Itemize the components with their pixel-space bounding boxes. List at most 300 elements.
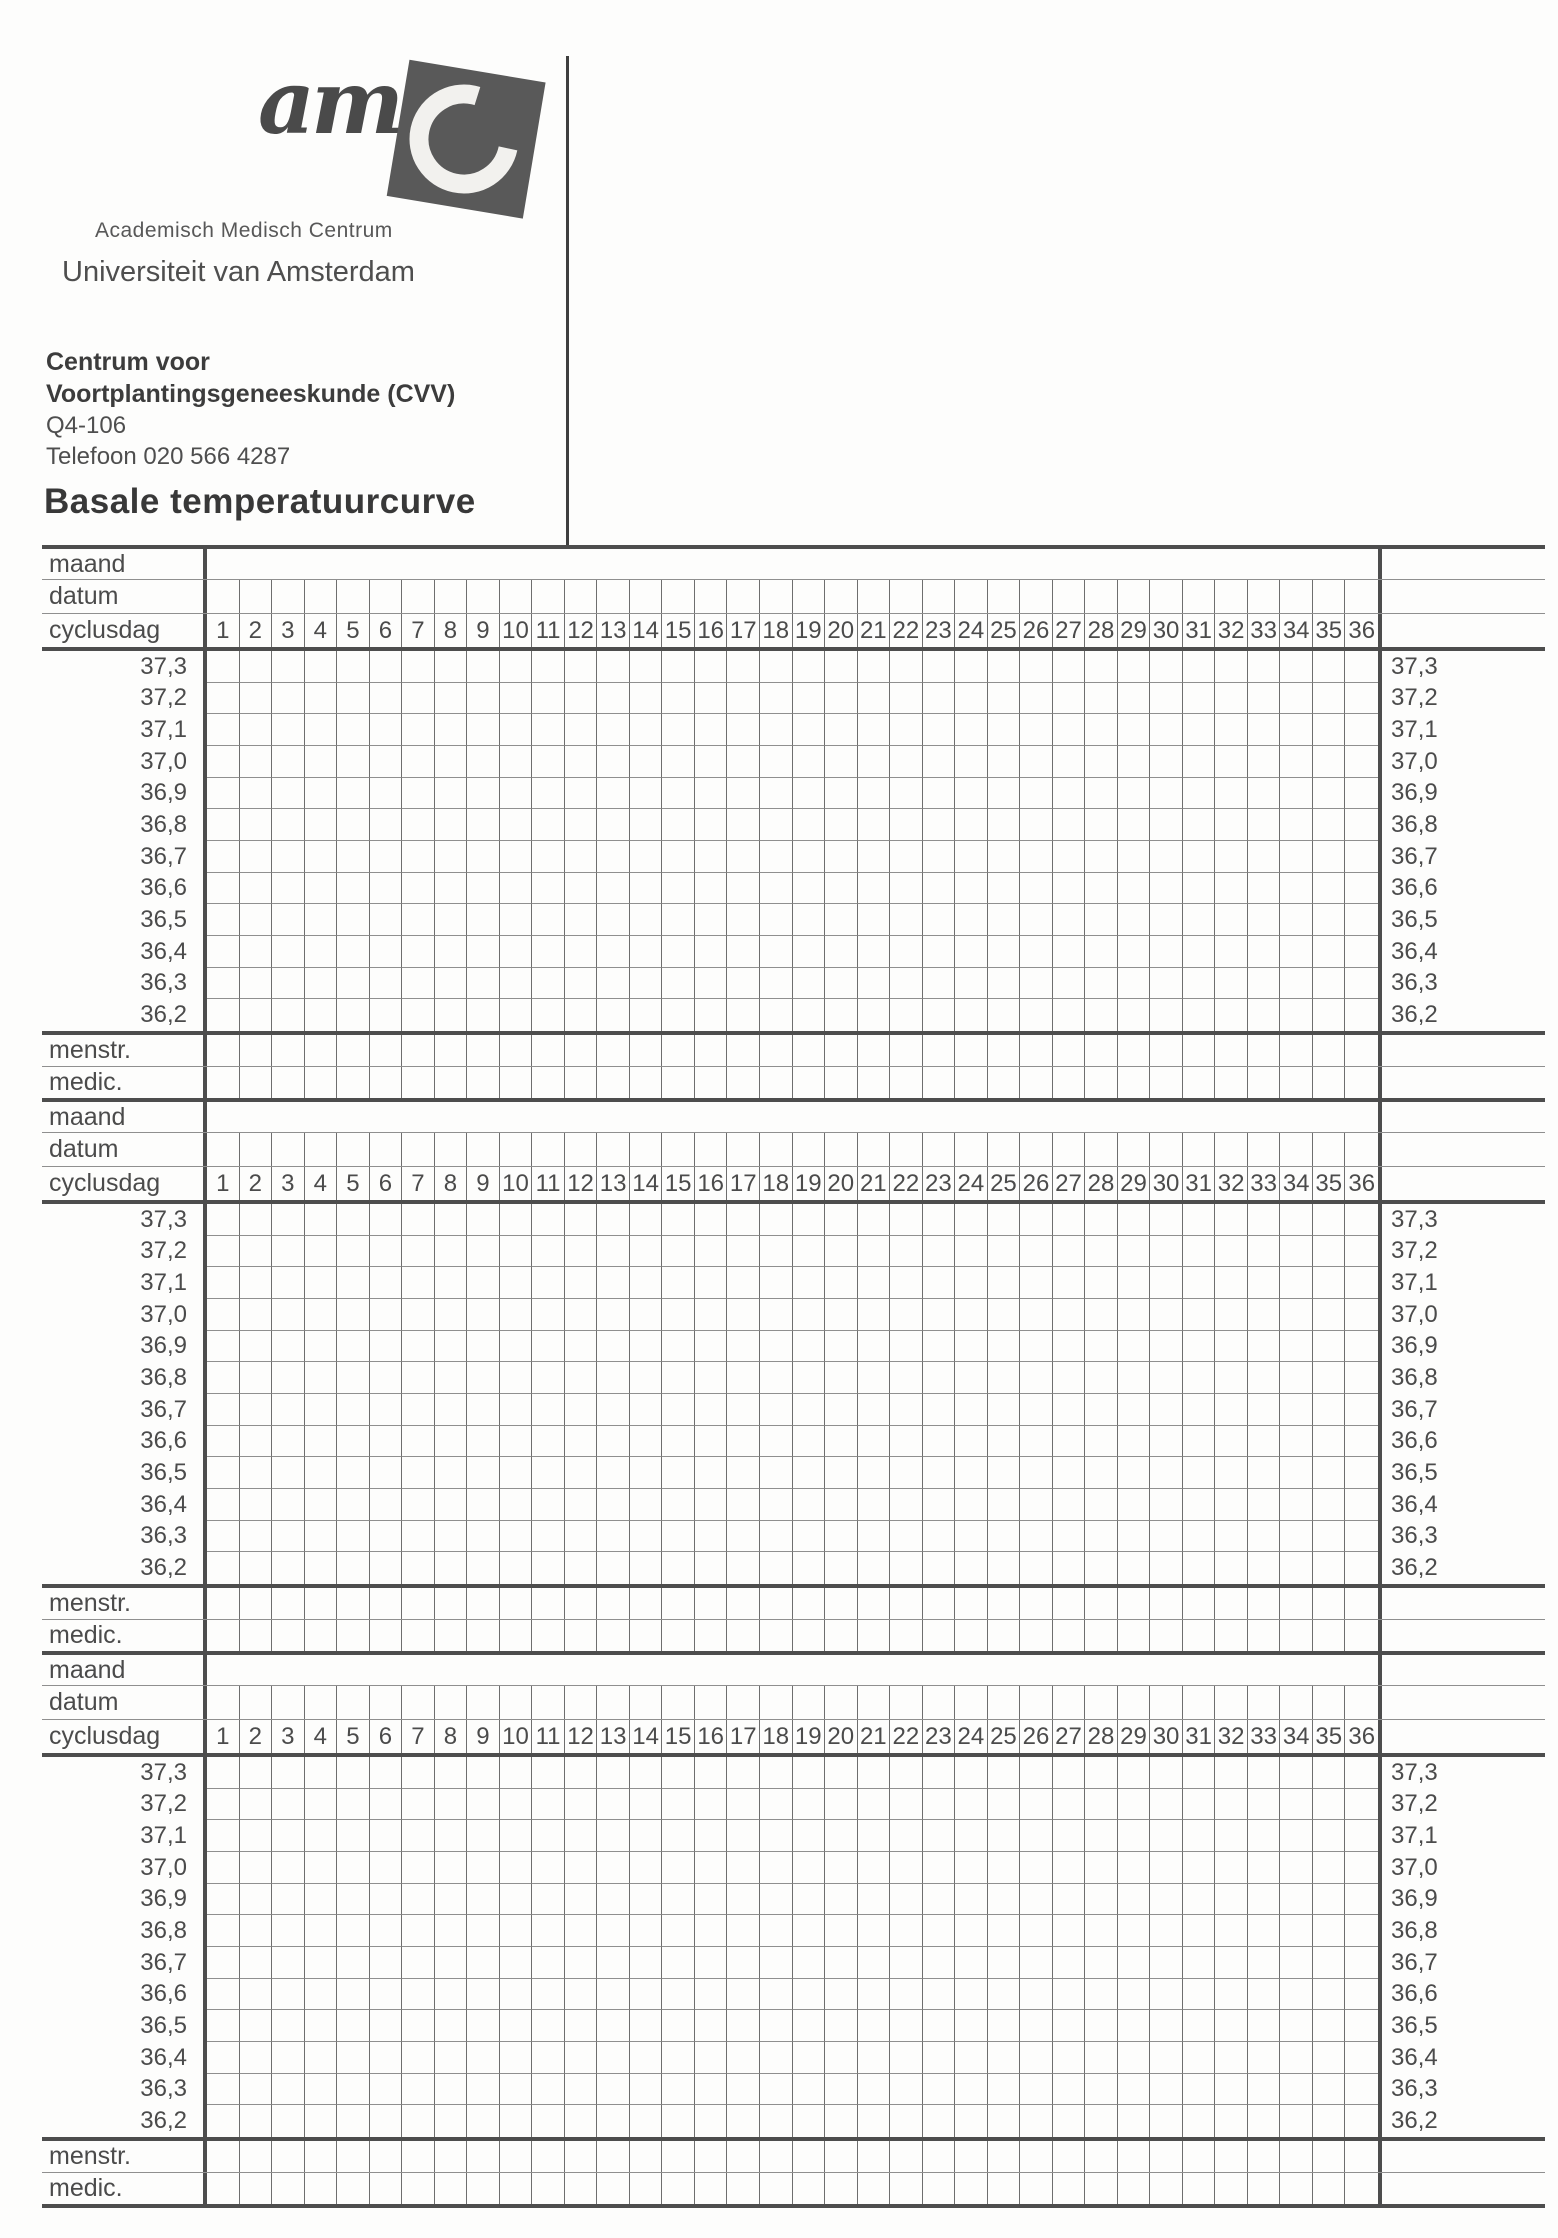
temperature-cell <box>988 968 1021 1000</box>
temperature-cell <box>1248 1789 1281 1821</box>
temperature-cell <box>760 2105 793 2137</box>
date-cell <box>793 1686 826 1719</box>
temperature-cell <box>955 999 988 1031</box>
temperature-cell <box>337 1979 370 2011</box>
temperature-label-left: 36,5 <box>140 1459 187 1487</box>
day-cell: 8 <box>435 614 468 647</box>
temperature-cell <box>532 1884 565 1916</box>
date-cell <box>272 1133 305 1166</box>
temperature-cell <box>695 683 728 715</box>
temperature-cell <box>207 1915 240 1947</box>
temperature-cell <box>597 1299 630 1331</box>
temperature-cell <box>370 1489 403 1521</box>
date-cell <box>532 580 565 613</box>
temperature-label-right: 37,3 <box>1391 652 1438 680</box>
temperature-cell <box>435 1521 468 1553</box>
temperature-cell <box>1150 1236 1183 1268</box>
temperature-cell <box>1150 1489 1183 1521</box>
temperature-cell <box>272 2105 305 2137</box>
temperature-cell <box>988 1757 1021 1789</box>
temperature-cell <box>565 1426 598 1458</box>
temperature-label-left: 36,8 <box>140 811 187 839</box>
temperature-cell <box>337 778 370 810</box>
day-cell: 29 <box>1118 1167 1151 1200</box>
temperature-cell <box>500 873 533 905</box>
temperature-cell <box>955 1884 988 1916</box>
medication-cell <box>370 1620 403 1651</box>
medication-cell <box>662 1067 695 1098</box>
temperature-cell <box>370 1552 403 1584</box>
day-cell: 28 <box>1085 1167 1118 1200</box>
temperature-cell <box>1085 1884 1118 1916</box>
temperature-cell <box>1183 1552 1216 1584</box>
menstruation-cell <box>760 1035 793 1066</box>
temperature-cell <box>727 1236 760 1268</box>
date-cell <box>662 1133 695 1166</box>
menstruation-cell <box>825 1035 858 1066</box>
temperature-cell <box>1150 936 1183 968</box>
temperature-cell <box>467 1820 500 1852</box>
temperature-cell <box>305 809 338 841</box>
temperature-grid <box>203 651 1382 1031</box>
temperature-cell <box>793 1426 826 1458</box>
temperature-cell <box>1313 1521 1346 1553</box>
temperature-cell <box>988 1947 1021 1979</box>
temperature-cell <box>727 904 760 936</box>
temperature-cell <box>305 1852 338 1884</box>
menstruation-cell <box>1215 1588 1248 1619</box>
temperature-cell <box>1020 2074 1053 2106</box>
date-cell <box>988 1133 1021 1166</box>
temperature-cell <box>467 2042 500 2074</box>
temperature-cell <box>1118 1331 1151 1363</box>
temperature-cell <box>1313 1947 1346 1979</box>
date-cell <box>207 1133 240 1166</box>
temperature-cell <box>337 968 370 1000</box>
temperature-cell <box>695 746 728 778</box>
day-cell: 32 <box>1215 614 1248 647</box>
temperature-cell <box>337 714 370 746</box>
temperature-cell <box>565 1552 598 1584</box>
temperature-cell <box>955 1267 988 1299</box>
date-row-grid <box>203 580 1382 613</box>
temperature-cell <box>890 1236 923 1268</box>
temperature-cell <box>337 1426 370 1458</box>
temperature-cell <box>597 1820 630 1852</box>
temperature-cell <box>1215 2074 1248 2106</box>
temperature-cell <box>1085 2105 1118 2137</box>
temperature-cell <box>662 1947 695 1979</box>
date-cell <box>988 580 1021 613</box>
menstruation-cell <box>1215 1035 1248 1066</box>
menstruation-row-label: menstr. <box>49 1589 131 1617</box>
day-cell: 8 <box>435 1167 468 1200</box>
temperature-cell <box>467 1489 500 1521</box>
menstruation-cell <box>435 1035 468 1066</box>
date-cell <box>402 580 435 613</box>
temperature-cell <box>858 1789 891 1821</box>
temperature-cell <box>988 873 1021 905</box>
temperature-cell <box>793 841 826 873</box>
temperature-label-left: 36,2 <box>140 2107 187 2135</box>
temperature-label-left: 36,9 <box>140 779 187 807</box>
temperature-cell <box>923 2010 956 2042</box>
date-cell <box>565 1686 598 1719</box>
temperature-cell <box>890 2042 923 2074</box>
temperature-cell <box>500 1757 533 1789</box>
medication-row-right-spacer <box>1382 1620 1545 1651</box>
day-cell: 5 <box>337 1720 370 1753</box>
temperature-cell <box>1280 2042 1313 2074</box>
temperature-cell <box>402 1979 435 2011</box>
temperature-cell <box>955 1521 988 1553</box>
medication-cell <box>1053 2173 1086 2204</box>
temperature-cell <box>305 1204 338 1236</box>
temperature-cell <box>1085 841 1118 873</box>
temperature-cell <box>272 1362 305 1394</box>
menstruation-cell <box>727 1588 760 1619</box>
menstruation-row-cells <box>207 2141 1378 2172</box>
temperature-cell <box>337 999 370 1031</box>
temperature-cell <box>500 2010 533 2042</box>
menstruation-row <box>42 1588 1545 1620</box>
temperature-cell <box>1183 1204 1216 1236</box>
temperature-cell <box>1053 746 1086 778</box>
temperature-cell <box>1313 809 1346 841</box>
temperature-cell <box>727 1521 760 1553</box>
day-cell: 16 <box>695 1167 728 1200</box>
temperature-cell <box>1183 1820 1216 1852</box>
temperature-cell <box>793 1521 826 1553</box>
temperature-cell <box>760 936 793 968</box>
date-cell <box>825 1686 858 1719</box>
temperature-cell <box>695 2042 728 2074</box>
temperature-cell <box>1313 1426 1346 1458</box>
cycle-day-row-cells <box>207 614 1378 647</box>
temperature-cell <box>1345 683 1378 715</box>
temperature-cell <box>565 1394 598 1426</box>
temperature-cell <box>890 1521 923 1553</box>
temperature-cell <box>695 2010 728 2042</box>
temperature-cell <box>597 1236 630 1268</box>
temperature-cell <box>467 1331 500 1363</box>
month-field <box>207 1102 1378 1132</box>
temperature-cell <box>955 683 988 715</box>
temperature-label-right: 36,6 <box>1391 1980 1438 2008</box>
temperature-label-left: 36,5 <box>140 906 187 934</box>
temperature-cell <box>435 1204 468 1236</box>
temperature-cell <box>207 809 240 841</box>
date-row-right-spacer <box>1382 580 1545 613</box>
temperature-cell <box>1150 778 1183 810</box>
medication-cell <box>370 2173 403 2204</box>
temperature-cell <box>337 683 370 715</box>
temperature-cell <box>435 1852 468 1884</box>
temperature-cell <box>1150 2010 1183 2042</box>
date-cell <box>630 1686 663 1719</box>
temperature-cell <box>532 1979 565 2011</box>
date-cell <box>695 580 728 613</box>
temperature-cell <box>565 1299 598 1331</box>
temperature-cell <box>760 683 793 715</box>
temperature-cell <box>923 683 956 715</box>
date-cell <box>207 580 240 613</box>
temperature-cell <box>1183 1394 1216 1426</box>
temperature-cell <box>760 1204 793 1236</box>
temperature-cell <box>207 841 240 873</box>
temperature-cell <box>402 1362 435 1394</box>
temperature-cell <box>1020 1757 1053 1789</box>
day-cell: 7 <box>402 1167 435 1200</box>
temperature-cell <box>1280 1236 1313 1268</box>
medication-cell <box>760 1067 793 1098</box>
temperature-cell <box>565 936 598 968</box>
temperature-cell <box>858 936 891 968</box>
temperature-cell <box>532 1757 565 1789</box>
temperature-cell <box>1118 1884 1151 1916</box>
date-cell <box>467 580 500 613</box>
temperature-cell <box>1020 1820 1053 1852</box>
temperature-cell <box>532 1489 565 1521</box>
temperature-cell <box>597 1489 630 1521</box>
temperature-cell <box>500 778 533 810</box>
temperature-label-right: 37,2 <box>1391 684 1438 712</box>
temperature-cell <box>955 2074 988 2106</box>
temperature-cell <box>532 1820 565 1852</box>
menstruation-cell <box>1280 1588 1313 1619</box>
medication-cell <box>793 1620 826 1651</box>
temperature-cell <box>565 746 598 778</box>
temperature-cell <box>955 1457 988 1489</box>
temperature-cell <box>1053 1426 1086 1458</box>
temperature-cell <box>1085 1426 1118 1458</box>
temperature-cell <box>305 873 338 905</box>
temperature-cell <box>1345 936 1378 968</box>
temperature-cell <box>500 1489 533 1521</box>
date-cell <box>1053 1686 1086 1719</box>
date-cell <box>467 1133 500 1166</box>
temperature-cell <box>1053 936 1086 968</box>
temperature-cell <box>1020 1915 1053 1947</box>
temperature-cell <box>760 2074 793 2106</box>
temperature-cell <box>1215 1331 1248 1363</box>
temperature-cell <box>1085 936 1118 968</box>
menstruation-cell <box>1345 1588 1378 1619</box>
temperature-cell <box>793 904 826 936</box>
temperature-cell <box>1215 2042 1248 2074</box>
temperature-cell <box>565 1947 598 1979</box>
temperature-cell <box>955 778 988 810</box>
temperature-cell <box>1118 1552 1151 1584</box>
temperature-cell <box>597 1204 630 1236</box>
temperature-cell <box>1215 904 1248 936</box>
temperature-cell <box>207 1884 240 1916</box>
temperature-cell <box>1215 1852 1248 1884</box>
temperature-label-right: 36,6 <box>1391 874 1438 902</box>
temperature-label-right: 36,7 <box>1391 1948 1438 1976</box>
medication-row-label: medic. <box>49 2174 123 2202</box>
temperature-cell <box>1280 778 1313 810</box>
temperature-cell <box>1248 999 1281 1031</box>
medication-cell <box>272 2173 305 2204</box>
medication-cell <box>1020 2173 1053 2204</box>
temperature-cell <box>760 1267 793 1299</box>
temperature-cell <box>337 1394 370 1426</box>
medication-cell <box>207 2173 240 2204</box>
temperature-cell <box>890 2074 923 2106</box>
temperature-cell <box>1345 1979 1378 2011</box>
temperature-cell <box>988 1489 1021 1521</box>
phone-number: Telefoon 020 566 4287 <box>46 443 291 470</box>
temperature-cell <box>955 2010 988 2042</box>
menstruation-cell <box>565 2141 598 2172</box>
temperature-cell <box>272 1204 305 1236</box>
temperature-cell <box>890 683 923 715</box>
temperature-cell <box>1020 1299 1053 1331</box>
temperature-cell <box>305 1521 338 1553</box>
temperature-cell <box>988 651 1021 683</box>
day-cell: 14 <box>630 1720 663 1753</box>
temperature-cell <box>1118 1236 1151 1268</box>
menstruation-cell <box>630 1035 663 1066</box>
day-cell: 23 <box>923 1167 956 1200</box>
temperature-label-left: 36,2 <box>140 1001 187 1029</box>
temperature-cell <box>1215 1489 1248 1521</box>
day-cell: 8 <box>435 1720 468 1753</box>
temperature-cell <box>1183 1521 1216 1553</box>
temperature-cell <box>272 1394 305 1426</box>
date-cell <box>1020 580 1053 613</box>
temperature-grid <box>203 1204 1382 1584</box>
menstruation-cell <box>662 1588 695 1619</box>
medication-cell <box>532 1620 565 1651</box>
medication-cell <box>435 1620 468 1651</box>
temperature-cell <box>305 904 338 936</box>
temperature-cell <box>1053 1299 1086 1331</box>
temperature-cell <box>858 1204 891 1236</box>
temperature-cell <box>272 2010 305 2042</box>
temperature-label-left: 36,7 <box>140 1395 187 1423</box>
temperature-cell <box>467 1362 500 1394</box>
temperature-cell <box>1345 2074 1378 2106</box>
temperature-cell <box>1020 809 1053 841</box>
temperature-cell <box>923 809 956 841</box>
temperature-cell <box>695 936 728 968</box>
temperature-cell <box>793 968 826 1000</box>
medication-cell <box>500 1067 533 1098</box>
temperature-cell <box>370 1789 403 1821</box>
medication-cell <box>597 2173 630 2204</box>
menstruation-cell <box>337 1035 370 1066</box>
temperature-label-right: 37,3 <box>1391 1758 1438 1786</box>
temperature-cell <box>467 1204 500 1236</box>
temperature-cell <box>1248 1426 1281 1458</box>
temperature-cell <box>1248 1884 1281 1916</box>
day-cell: 36 <box>1348 1169 1376 1197</box>
menstruation-cell <box>207 1588 240 1619</box>
menstruation-cell <box>695 1588 728 1619</box>
menstruation-cell <box>890 1035 923 1066</box>
temperature-cell <box>435 968 468 1000</box>
temperature-cell <box>1345 1820 1378 1852</box>
temperature-cell <box>337 1299 370 1331</box>
day-cell: 14 <box>630 1167 663 1200</box>
menstruation-cell <box>1183 2141 1216 2172</box>
temperature-cell <box>272 1820 305 1852</box>
temperature-cell <box>1053 1362 1086 1394</box>
temperature-cell <box>305 1789 338 1821</box>
temperature-cell <box>435 1489 468 1521</box>
temperature-cell <box>1118 873 1151 905</box>
temperature-cell <box>435 1789 468 1821</box>
temperature-cell <box>1085 968 1118 1000</box>
menstruation-cell <box>1020 2141 1053 2172</box>
temperature-cell <box>1313 1299 1346 1331</box>
temperature-cell <box>532 904 565 936</box>
temperature-cell <box>1053 809 1086 841</box>
temperature-cell <box>402 714 435 746</box>
temperature-cell <box>337 1362 370 1394</box>
date-cell <box>825 1133 858 1166</box>
temperature-cell <box>402 2010 435 2042</box>
temperature-grid <box>203 1757 1382 2137</box>
day-cell: 22 <box>890 1167 923 1200</box>
temperature-cell <box>1020 2042 1053 2074</box>
date-cell <box>500 1133 533 1166</box>
menstruation-cell <box>435 2141 468 2172</box>
temperature-cell <box>402 1552 435 1584</box>
temperature-cell <box>532 1299 565 1331</box>
temperature-cell <box>435 1820 468 1852</box>
day-cell: 14 <box>630 614 663 647</box>
temperature-label-left: 37,3 <box>140 1758 187 1786</box>
temperature-cell <box>695 1521 728 1553</box>
temperature-cell <box>630 714 663 746</box>
temperature-cell <box>630 841 663 873</box>
date-row-grid <box>203 1133 1382 1166</box>
temperature-cell <box>435 904 468 936</box>
date-cell <box>305 1686 338 1719</box>
medication-cell <box>467 2173 500 2204</box>
temperature-cell <box>467 683 500 715</box>
temperature-label-right: 36,4 <box>1391 1490 1438 1518</box>
medication-cell <box>1248 1067 1281 1098</box>
temperature-cell <box>272 1552 305 1584</box>
temperature-cell <box>370 778 403 810</box>
month-row <box>42 1102 1545 1133</box>
temperature-cell <box>923 1489 956 1521</box>
temperature-cell <box>1345 1757 1378 1789</box>
date-cell <box>955 1686 988 1719</box>
day-cell: 18 <box>760 1167 793 1200</box>
temperature-cell <box>370 904 403 936</box>
temperature-cell <box>565 1789 598 1821</box>
temperature-cell <box>760 1521 793 1553</box>
temperature-cell <box>435 2010 468 2042</box>
day-cell: 34 <box>1280 614 1313 647</box>
temperature-label-left: 37,1 <box>140 716 187 744</box>
temperature-cell <box>858 1457 891 1489</box>
temperature-cell <box>1183 1489 1216 1521</box>
temperature-cell <box>337 1204 370 1236</box>
menstruation-cell <box>1085 2141 1118 2172</box>
temperature-cell <box>597 1947 630 1979</box>
temperature-cell <box>793 1267 826 1299</box>
temperature-cell <box>825 1299 858 1331</box>
medication-cell <box>565 2173 598 2204</box>
temperature-cell <box>1313 714 1346 746</box>
temperature-cell <box>500 1267 533 1299</box>
